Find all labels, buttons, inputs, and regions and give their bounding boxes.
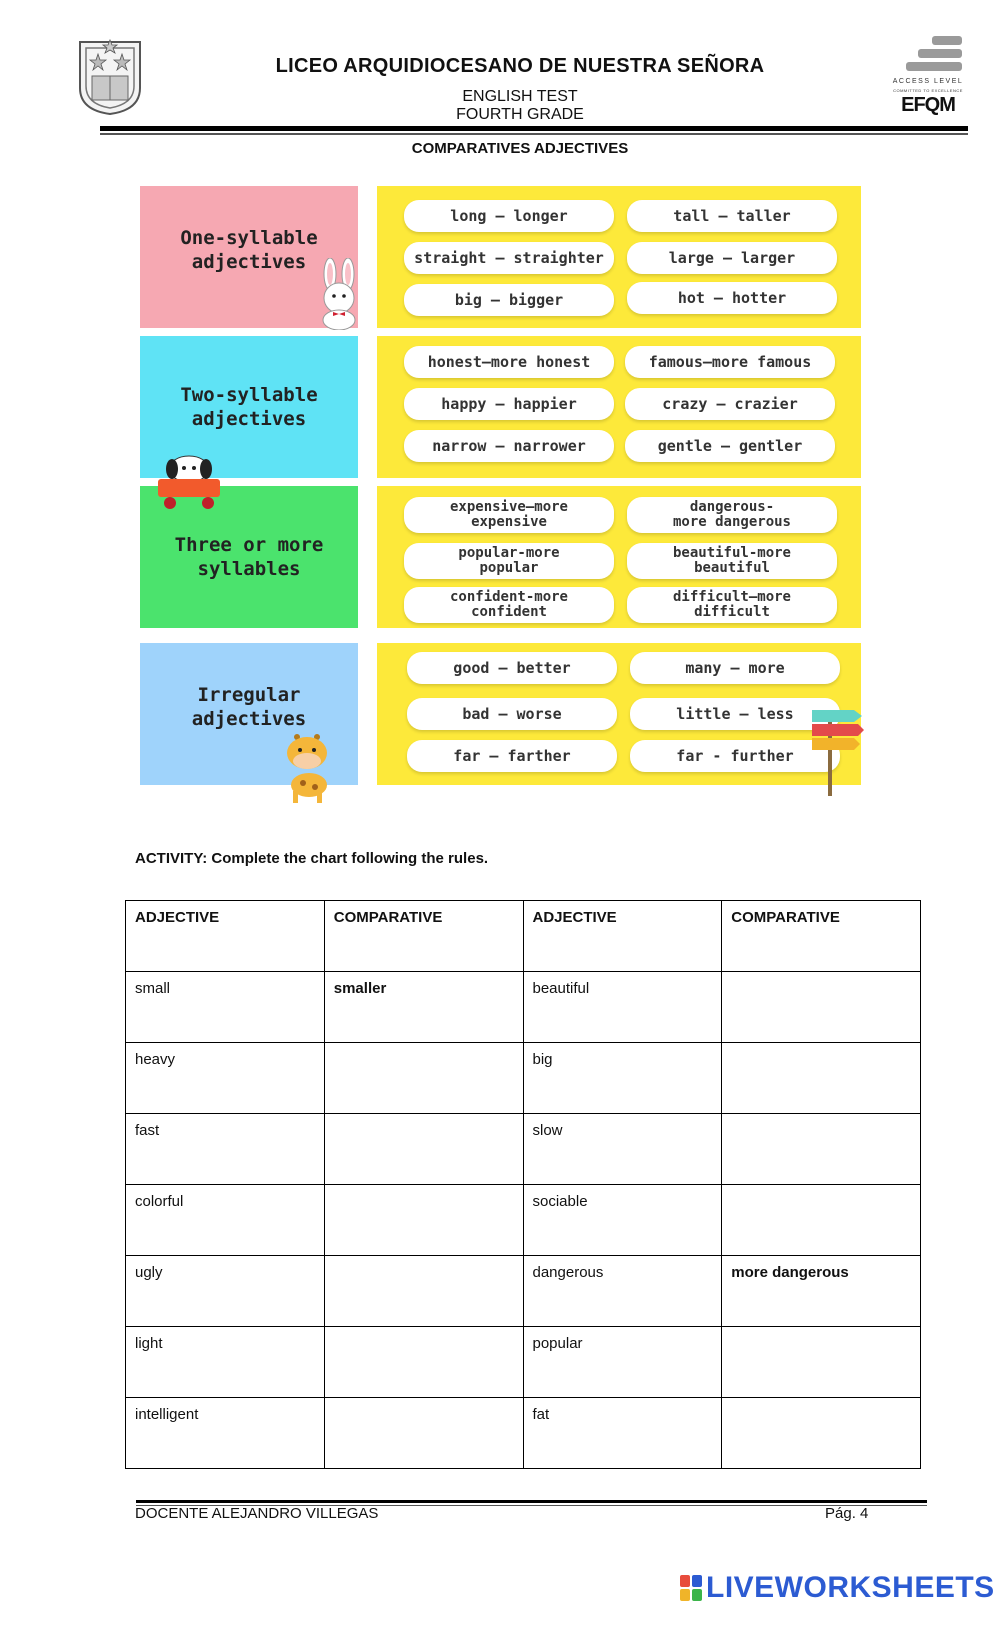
adjective-cell: dangerous: [523, 1256, 722, 1327]
school-name: LICEO ARQUIDIOCESANO DE NUESTRA SEÑORA: [275, 55, 765, 77]
adjective-cell: sociable: [523, 1185, 722, 1256]
table-row: [126, 1256, 921, 1327]
page-number: Pág. 4: [825, 1505, 869, 1522]
pill-line: difficult–more: [672, 589, 791, 605]
adjective-cell: popular: [523, 1327, 722, 1398]
pill-line: difficult: [694, 604, 770, 620]
category-label: One-syllable: [180, 227, 318, 249]
adjective-cell: fast: [126, 1114, 325, 1185]
adjective-cell: beautiful: [523, 972, 722, 1043]
header-divider-thin: [100, 133, 968, 135]
comparative-answer[interactable]: [722, 1398, 921, 1469]
comparative-answer[interactable]: [722, 1114, 921, 1185]
example-pill: straight – straighter: [404, 242, 614, 274]
activity-instruction: ACTIVITY: Complete the chart following the rules.: [135, 850, 489, 867]
signpost-icon: [806, 704, 866, 796]
example-pill: tall – taller: [627, 200, 837, 232]
footer-divider: [136, 1500, 927, 1503]
example-pill: honest–more honest: [404, 346, 614, 378]
pill-line: dangerous-: [689, 499, 775, 515]
pill-line: beautiful-more: [672, 545, 791, 561]
category-label: Two-syllable: [180, 384, 318, 406]
pill-line: beautiful: [694, 560, 770, 576]
efqm-logo: EFQM: [901, 94, 955, 116]
example-pill: little – less: [630, 698, 840, 730]
example-pill: good – better: [407, 652, 617, 684]
adjective-cell: intelligent: [126, 1398, 325, 1469]
adjective-cell: fat: [523, 1398, 722, 1469]
example-pill: famous–more famous: [625, 346, 835, 378]
grid-square: [692, 1589, 702, 1601]
table-row: [126, 1398, 921, 1469]
efqm-subtitle: COMMITTED TO EXCELLENCE: [893, 88, 963, 93]
category-label: adjectives: [191, 408, 307, 430]
adjective-cell: heavy: [126, 1043, 325, 1114]
grid-square: [680, 1589, 690, 1601]
puppy-cart-icon: [152, 455, 226, 511]
teacher-name: DOCENTE ALEJANDRO VILLEGAS: [135, 1505, 379, 1522]
pill-line: expensive: [471, 514, 547, 530]
example-pill: [627, 543, 837, 579]
example-pill: [627, 497, 837, 533]
adjective-cell: slow: [523, 1114, 722, 1185]
category-label: adjectives: [191, 251, 307, 273]
grid-square: [692, 1575, 702, 1587]
example-pill: long – longer: [404, 200, 614, 232]
category-label: adjectives: [191, 708, 307, 730]
example-pill: large – larger: [627, 242, 837, 274]
section-title: COMPARATIVES ADJECTIVES: [411, 140, 629, 157]
efqm-level-text: ACCESS LEVEL: [892, 78, 964, 85]
test-subject: ENGLISH TEST: [462, 88, 578, 105]
comparative-answer[interactable]: [324, 1114, 523, 1185]
bunny-icon: [310, 258, 370, 330]
column-header: ADJECTIVE: [126, 901, 325, 972]
pill-line: confident-more: [449, 589, 568, 605]
example-pill: crazy – crazier: [625, 388, 835, 420]
comparative-answer[interactable]: [722, 1185, 921, 1256]
efqm-badge: [888, 36, 968, 116]
comparative-answer[interactable]: [324, 1327, 523, 1398]
pill-line: expensive–more: [449, 499, 568, 515]
column-header: COMPARATIVE: [324, 901, 523, 972]
table-row: [126, 1114, 921, 1185]
comparative-answer[interactable]: [324, 1043, 523, 1114]
example-pill: gentle – gentler: [625, 430, 835, 462]
example-pill: happy – happier: [404, 388, 614, 420]
comparative-answer[interactable]: smaller: [324, 972, 523, 1043]
header-divider: [100, 126, 968, 131]
grid-square: [680, 1575, 690, 1587]
test-grade: FOURTH GRADE: [456, 106, 584, 123]
comparative-answer[interactable]: [722, 1043, 921, 1114]
comparative-answer[interactable]: [324, 1185, 523, 1256]
comparative-answer[interactable]: [722, 972, 921, 1043]
example-pill: [627, 587, 837, 623]
category-label: Three or more: [174, 534, 324, 556]
example-pill: big – bigger: [404, 284, 614, 316]
column-header: ADJECTIVE: [523, 901, 722, 972]
comparative-answer[interactable]: [324, 1398, 523, 1469]
example-pill: hot – hotter: [627, 282, 837, 314]
category-label: Irregular: [197, 684, 301, 706]
activity-table: [125, 900, 921, 1469]
category-label: syllables: [197, 558, 301, 580]
example-pill: bad – worse: [407, 698, 617, 730]
giraffe-icon: [277, 733, 347, 805]
pill-line: confident: [471, 604, 547, 620]
liveworksheets-logo[interactable]: [680, 1570, 995, 1606]
liveworksheets-grid-icon: [680, 1575, 702, 1601]
adjective-cell: light: [126, 1327, 325, 1398]
liveworksheets-brand: LIVEWORKSHEETS: [706, 1571, 995, 1604]
adjective-cell: colorful: [126, 1185, 325, 1256]
table-row: [126, 972, 921, 1043]
comparative-answer[interactable]: [722, 1327, 921, 1398]
table-row: [126, 1185, 921, 1256]
efqm-bar-icon: [918, 49, 962, 58]
table-header-row: [126, 901, 921, 972]
adjective-cell: small: [126, 972, 325, 1043]
column-header: COMPARATIVE: [722, 901, 921, 972]
example-pill: narrow – narrower: [404, 430, 614, 462]
efqm-bar-icon: [932, 36, 962, 45]
example-pill: many – more: [630, 652, 840, 684]
example-pill: [404, 497, 614, 533]
table-row: [126, 1043, 921, 1114]
pill-line: popular-more: [458, 545, 560, 561]
test-title: [0, 88, 1000, 124]
efqm-bar-icon: [906, 62, 962, 71]
comparative-answer[interactable]: more dangerous: [722, 1256, 921, 1327]
table-row: [126, 1327, 921, 1398]
comparative-answer[interactable]: [324, 1256, 523, 1327]
pill-line: more dangerous: [672, 514, 791, 530]
adjective-cell: big: [523, 1043, 722, 1114]
example-pill: far – farther: [407, 740, 617, 772]
example-pill: [404, 543, 614, 579]
example-pill: far - further: [630, 740, 840, 772]
pill-line: popular: [479, 560, 539, 576]
adjective-cell: ugly: [126, 1256, 325, 1327]
example-pill: [404, 587, 614, 623]
